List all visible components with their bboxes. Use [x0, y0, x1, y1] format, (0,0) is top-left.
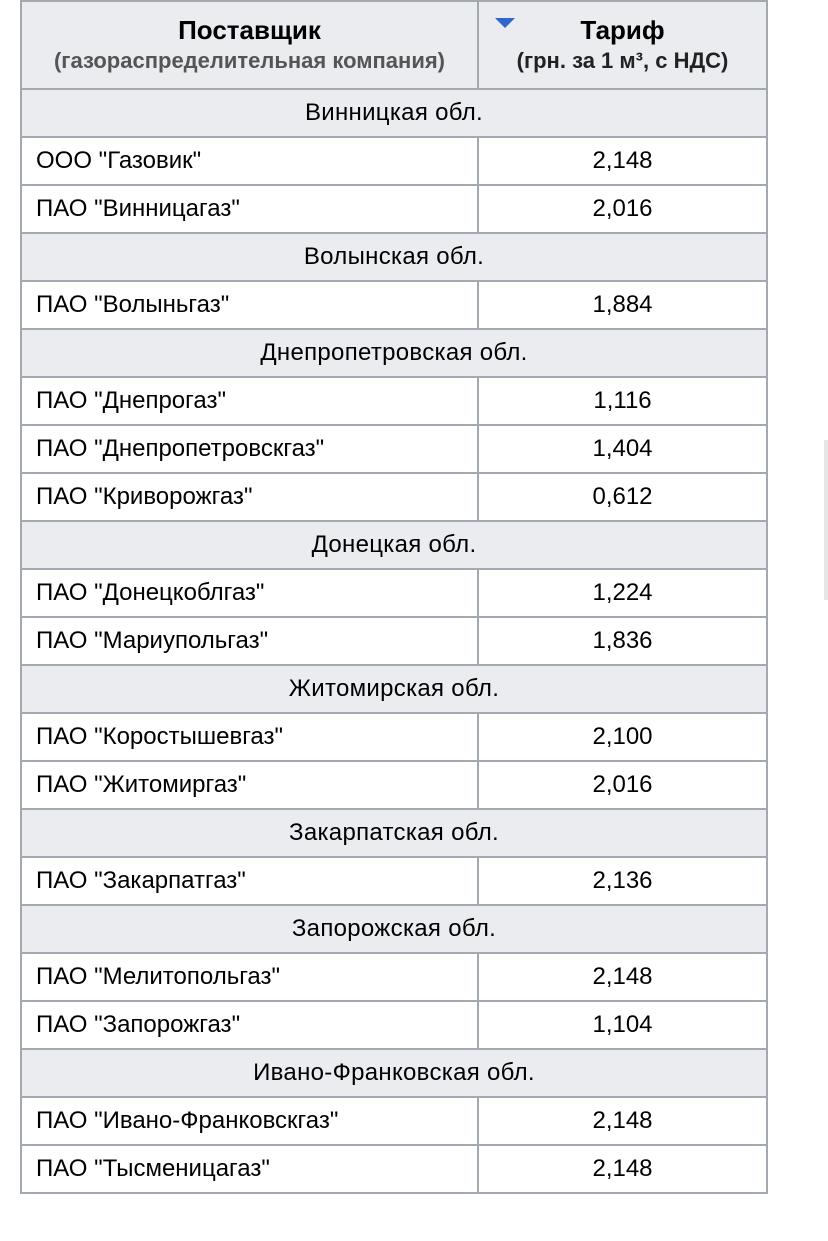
tariff-cell: 2,148 — [478, 953, 767, 1001]
region-name: Закарпатская обл. — [21, 809, 767, 857]
table-row — [21, 137, 767, 185]
tariff-cell: 1,836 — [478, 617, 767, 665]
table-row — [21, 1001, 767, 1049]
tariff-cell: 2,136 — [478, 857, 767, 905]
tariff-cell: 0,612 — [478, 473, 767, 521]
tariff-cell: 1,104 — [478, 1001, 767, 1049]
supplier-cell: ПАО "Мариупольгаз" — [21, 617, 478, 665]
region-header-row — [21, 665, 767, 713]
table-row — [21, 185, 767, 233]
region-header-row — [21, 233, 767, 281]
table-body — [21, 89, 767, 1193]
tariff-cell: 2,016 — [478, 761, 767, 809]
column-title-supplier: Поставщик — [178, 15, 321, 45]
supplier-cell: ПАО "Запорожгаз" — [21, 1001, 478, 1049]
tariff-cell: 1,884 — [478, 281, 767, 329]
tariff-cell: 1,404 — [478, 425, 767, 473]
tariff-cell: 2,148 — [478, 1145, 767, 1193]
column-header-supplier[interactable] — [21, 1, 478, 89]
supplier-cell: ПАО "Днепрогаз" — [21, 377, 478, 425]
region-header-row — [21, 89, 767, 137]
scrollbar-track[interactable] — [824, 440, 828, 600]
table-row — [21, 473, 767, 521]
table-row — [21, 281, 767, 329]
table-row — [21, 1097, 767, 1145]
supplier-cell: ПАО "Тысменицагаз" — [21, 1145, 478, 1193]
tariff-table — [20, 0, 768, 1194]
table-row — [21, 857, 767, 905]
supplier-cell: ПАО "Ивано-Франковскгаз" — [21, 1097, 478, 1145]
sort-descending-icon[interactable] — [495, 18, 515, 28]
table-row — [21, 761, 767, 809]
region-header-row — [21, 905, 767, 953]
table-row — [21, 569, 767, 617]
supplier-cell: ООО "Газовик" — [21, 137, 478, 185]
region-header-row — [21, 329, 767, 377]
region-name: Волынская обл. — [21, 233, 767, 281]
region-name: Житомирская обл. — [21, 665, 767, 713]
region-header-row — [21, 1049, 767, 1097]
supplier-cell: ПАО "Криворожгаз" — [21, 473, 478, 521]
supplier-cell: ПАО "Донецкоблгаз" — [21, 569, 478, 617]
column-subtitle-tariff: (грн. за 1 м³, с НДС) — [516, 48, 729, 73]
table-row — [21, 377, 767, 425]
supplier-cell: ПАО "Житомиргаз" — [21, 761, 478, 809]
region-header-row — [21, 521, 767, 569]
column-header-tariff[interactable] — [478, 1, 767, 89]
table-header-row — [21, 1, 767, 89]
region-name: Днепропетровская обл. — [21, 329, 767, 377]
region-name: Ивано-Франковская обл. — [21, 1049, 767, 1097]
region-name: Донецкая обл. — [21, 521, 767, 569]
region-name: Винницкая обл. — [21, 89, 767, 137]
supplier-cell: ПАО "Волыньгаз" — [21, 281, 478, 329]
supplier-cell: ПАО "Закарпатгаз" — [21, 857, 478, 905]
supplier-cell: ПАО "Мелитопольгаз" — [21, 953, 478, 1001]
column-subtitle-supplier: (газораспределительная компания) — [53, 48, 445, 73]
supplier-cell: ПАО "Днепропетровскгаз" — [21, 425, 478, 473]
table-row — [21, 1145, 767, 1193]
tariff-cell: 2,148 — [478, 137, 767, 185]
tariff-cell: 2,148 — [478, 1097, 767, 1145]
tariff-cell: 2,016 — [478, 185, 767, 233]
column-title-tariff: Тариф — [580, 15, 665, 45]
table-row — [21, 953, 767, 1001]
table-row — [21, 617, 767, 665]
tariff-cell: 2,100 — [478, 713, 767, 761]
supplier-cell: ПАО "Коростышевгаз" — [21, 713, 478, 761]
supplier-cell: ПАО "Винницагаз" — [21, 185, 478, 233]
tariff-table-container — [20, 0, 766, 1194]
table-row — [21, 713, 767, 761]
tariff-cell: 1,116 — [478, 377, 767, 425]
tariff-cell: 1,224 — [478, 569, 767, 617]
region-header-row — [21, 809, 767, 857]
region-name: Запорожская обл. — [21, 905, 767, 953]
table-row — [21, 425, 767, 473]
